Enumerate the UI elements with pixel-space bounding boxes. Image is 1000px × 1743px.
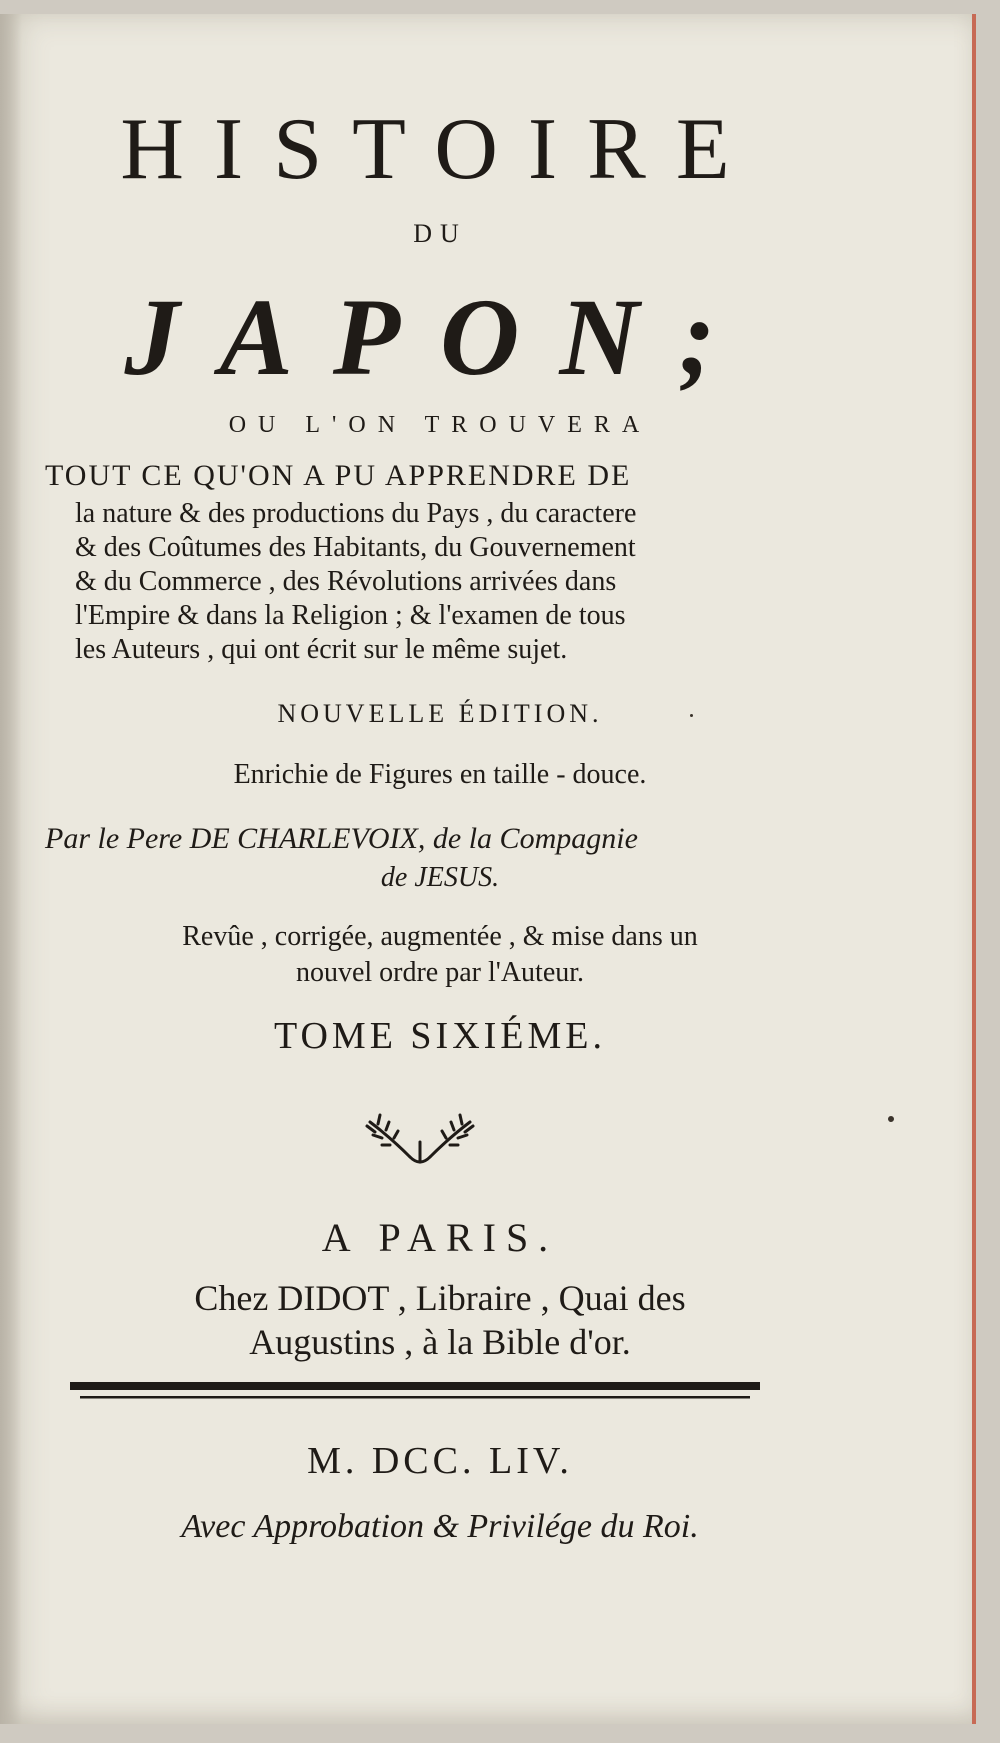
page-gutter-shadow [0,14,22,1724]
description-line-4: & du Commerce , des Révolutions arrivées dans [75,566,617,597]
imprint-place: A PARIS. [321,1215,559,1260]
description-line-3: & des Coûtumes des Habitants, du Gouvernement [75,532,636,563]
publisher-line-2: Augustins , à la Bible d'or. [249,1322,631,1362]
title-japon: JAPON; [124,276,756,398]
volume-number: TOME SIXIÉME. [273,1015,607,1057]
fleuron-ornament-icon [360,1112,480,1176]
revision-line-1: Revûe , corrigée, augmentée , & mise dans un [182,921,698,952]
edition-note: NOUVELLE ÉDITION. [277,699,603,728]
author-line-1: Par le Pere DE CHARLEVOIX, de la Compagnie [45,822,638,855]
author-line-2: de JESUS. [380,862,500,893]
description-line-6: les Auteurs , qui ont écrit sur le même sujet. [75,634,568,665]
publisher-line-1: Chez DIDOT , Libraire , Quai des [194,1278,686,1318]
title-page [0,14,976,1724]
ink-speck [690,714,693,717]
illustrations-note: Enrichie de Figures en taille - douce. [233,759,647,790]
title-du: DU [413,219,467,248]
double-rule-divider [70,1380,770,1408]
title-histoire: HISTOIRE [120,101,760,198]
revision-line-2: nouvel ordre par l'Auteur. [295,957,585,988]
privilege-statement: Avec Approbation & Privilége du Roi. [181,1508,699,1545]
description-line-2: la nature & des productions du Pays , du caractere [75,498,637,529]
description-line-1: TOUT CE QU'ON A PU APPRENDRE DE [45,459,632,492]
publication-year: M. DCC. LIV. [307,1440,573,1482]
ink-speck [888,1116,894,1122]
subtitle: OU L'ON TROUVERA [228,412,652,438]
description-line-5: l'Empire & dans la Religion ; & l'examen de tous [75,600,626,631]
